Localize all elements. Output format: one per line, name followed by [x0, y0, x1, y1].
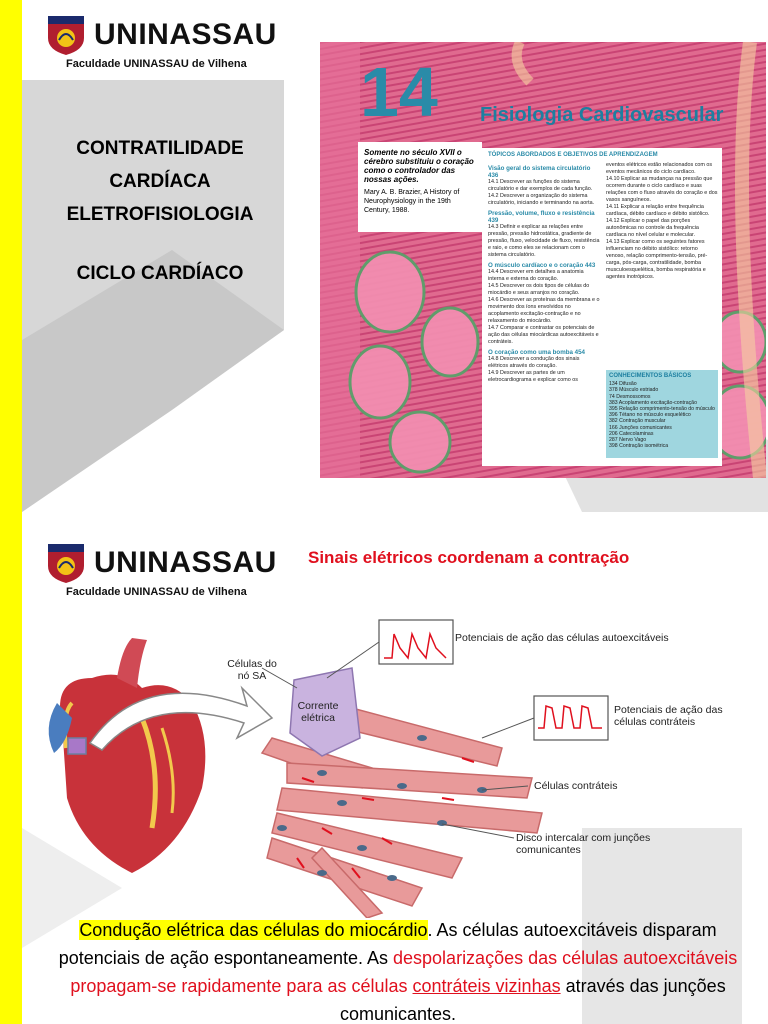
caption-text: . As células autoexcitáveis disparam potenciais de ação espontaneamente. As	[58, 920, 717, 968]
label-ap-contractile: Potenciais de ação das células contráteis	[614, 704, 723, 728]
basic-item: 396 Tétano no músculo esquelético	[609, 412, 691, 419]
heart-illustration	[49, 638, 206, 873]
topic-item: 14.9 Descrever as partes de um eletrocardiograma e explicar como os	[488, 370, 578, 383]
slide-caption	[40, 916, 756, 1024]
brand-subtitle: Faculdade UNINASSAU de Vilhena	[66, 586, 247, 598]
label-electric-current: Corrente elétrica	[297, 700, 339, 724]
title-line-2: CARDÍACA	[109, 171, 211, 192]
chapter-quote: Somente no século XVII o cérebro substituiu o coração como o controlador das nossas ações.	[364, 148, 474, 184]
topic-item: 14.5 Descrever os dois tipos de células do miocárdio e seus arranjos no coração.	[488, 283, 590, 296]
topic-item: 14.8 Descrever a condução dos sinais elétricos através do coração.	[488, 356, 580, 369]
basic-item: 134 Difusão	[609, 381, 637, 388]
basic-item: 398 Contração isométrica	[609, 443, 669, 450]
shield-icon	[46, 14, 86, 56]
topic-item: eventos elétricos estão relacionados com os eventos mecânicos do ciclo cardíaco.	[606, 162, 713, 175]
topic-item: 14.3 Definir e explicar as relações entre pressão, pressão hidrostática, gradiente de pressão, fluxo, velocidade de fluxo, resistência e raio, e como eles se relacionam com o sistema circulatório.	[488, 224, 600, 258]
quote-source: Mary A. B. Brazier, A History of Neurophysiology in the 19th Century, 1988.	[364, 189, 460, 214]
basic-item: 395 Relação comprimento-tensão do músculo	[609, 406, 715, 413]
basic-item: 206 Catecolaminas	[609, 430, 654, 437]
basic-item: 383 Acoplamento excitação-contração	[609, 399, 697, 406]
brand-name: UNINASSAU	[94, 18, 277, 51]
slide-2	[22, 528, 768, 1024]
topic-item: 14.1 Descrever as funções do sistema circulatório e dar exemplos de cada função.	[488, 179, 593, 192]
brand-name: UNINASSAU	[94, 546, 277, 579]
caption-text-end: através das junções comunicantes.	[339, 976, 726, 1024]
slide-title: Sinais elétricos coordenam a contração	[308, 548, 630, 567]
topic-item: 14.7 Comparar e contrastar os potenciais de ação das células miocárdicas autoexcitáveis e contráteis.	[488, 325, 599, 345]
slide-1	[22, 0, 768, 512]
slide-title-block	[50, 132, 270, 290]
topics-column-2	[606, 162, 718, 281]
basic-item: 378 Músculo estriado	[609, 387, 659, 394]
topic-item: 14.12 Explicar o papel das porções autonômicas no controle da frequência cardíaca no nível celular e molecular.	[606, 218, 699, 238]
uninassau-logo	[46, 14, 306, 78]
topics-header: TÓPICOS ABORDADOS E OBJETIVOS DE APRENDIZAGEM	[488, 152, 658, 158]
label-intercalated-disc: Disco intercalar com junções comunicantes	[516, 832, 651, 856]
basic-knowledge-box	[606, 370, 718, 458]
basic-item: 74 Desmossomos	[609, 393, 651, 400]
topic-section: Visão geral do sistema circulatório 436	[488, 165, 591, 179]
slide-subtitle: CICLO CARDÍACO	[76, 263, 244, 284]
label-contractile-cells: Células contráteis	[534, 780, 618, 792]
topics-box	[482, 148, 722, 466]
topic-item: 14.4 Descrever em detalhes a anatomia interna e externa do coração.	[488, 269, 584, 282]
label-sa-cells: Células do nó SA	[227, 658, 277, 682]
caption-highlight: Condução elétrica das células do miocárdio	[79, 920, 428, 940]
basic-item: 287 Nervo Vago	[609, 437, 647, 444]
topic-item: 14.6 Descrever as proteínas da membrana e o movimento dos íons envolvidos no acoplamento excitação-contração e no relaxamento do miocárdio.	[488, 297, 600, 324]
topic-item: 14.13 Explicar como os seguintes fatores influenciam no débito sistólico: retorno venoso, relação comprimento-tensão, pré-carga, pós-carga, contratilidade, bomba musculoesquelética, bomba respiratória e agentes inotrópicos.	[606, 239, 708, 280]
topic-section: O coração como uma bomba 454	[488, 349, 585, 356]
title-line-3: ELETROFISIOLOGIA	[66, 204, 254, 225]
label-ap-autoexcitable: Potenciais de ação das células autoexcitáveis	[455, 632, 669, 644]
chapter-number: 14	[360, 53, 438, 131]
chapter-quote-box	[358, 142, 482, 232]
book-chapter-cover	[320, 42, 766, 478]
topic-section: Pressão, volume, fluxo e resistência 439	[488, 210, 595, 224]
caption-red-underlined: contráteis vizinhas	[412, 976, 561, 996]
caption-red-text: despolarizações das células autoexcitáveis propagam-se rapidamente para as células	[70, 948, 738, 996]
basic-knowledge-header: CONHECIMENTOS BÁSICOS	[609, 373, 692, 379]
chapter-title: Fisiologia Cardiovascular	[480, 104, 724, 126]
basic-item: 382 Contração muscular	[609, 418, 666, 425]
topics-column-1	[488, 162, 600, 384]
yellow-side-bar	[0, 0, 22, 1024]
topic-item: 14.10 Explicar as mudanças na pressão que ocorrem durante o ciclo cardíaco e suas relações com o fluxo através do coração e dos vasos sanguíneos.	[606, 176, 718, 203]
title-line-1: CONTRATILIDADE	[76, 138, 244, 159]
topic-item: 14.2 Descrever a organização do sistema circulatório, iniciando e terminando na aorta.	[488, 193, 595, 206]
topic-item: 14.11 Explicar a relação entre frequência cardíaca, débito cardíaco e débito sistólico.	[606, 204, 710, 217]
brand-subtitle: Faculdade UNINASSAU de Vilhena	[66, 58, 247, 70]
basic-item: 166 Junções comunicantes	[609, 424, 672, 431]
topic-section: O músculo cardíaco e o coração 443	[488, 262, 596, 269]
